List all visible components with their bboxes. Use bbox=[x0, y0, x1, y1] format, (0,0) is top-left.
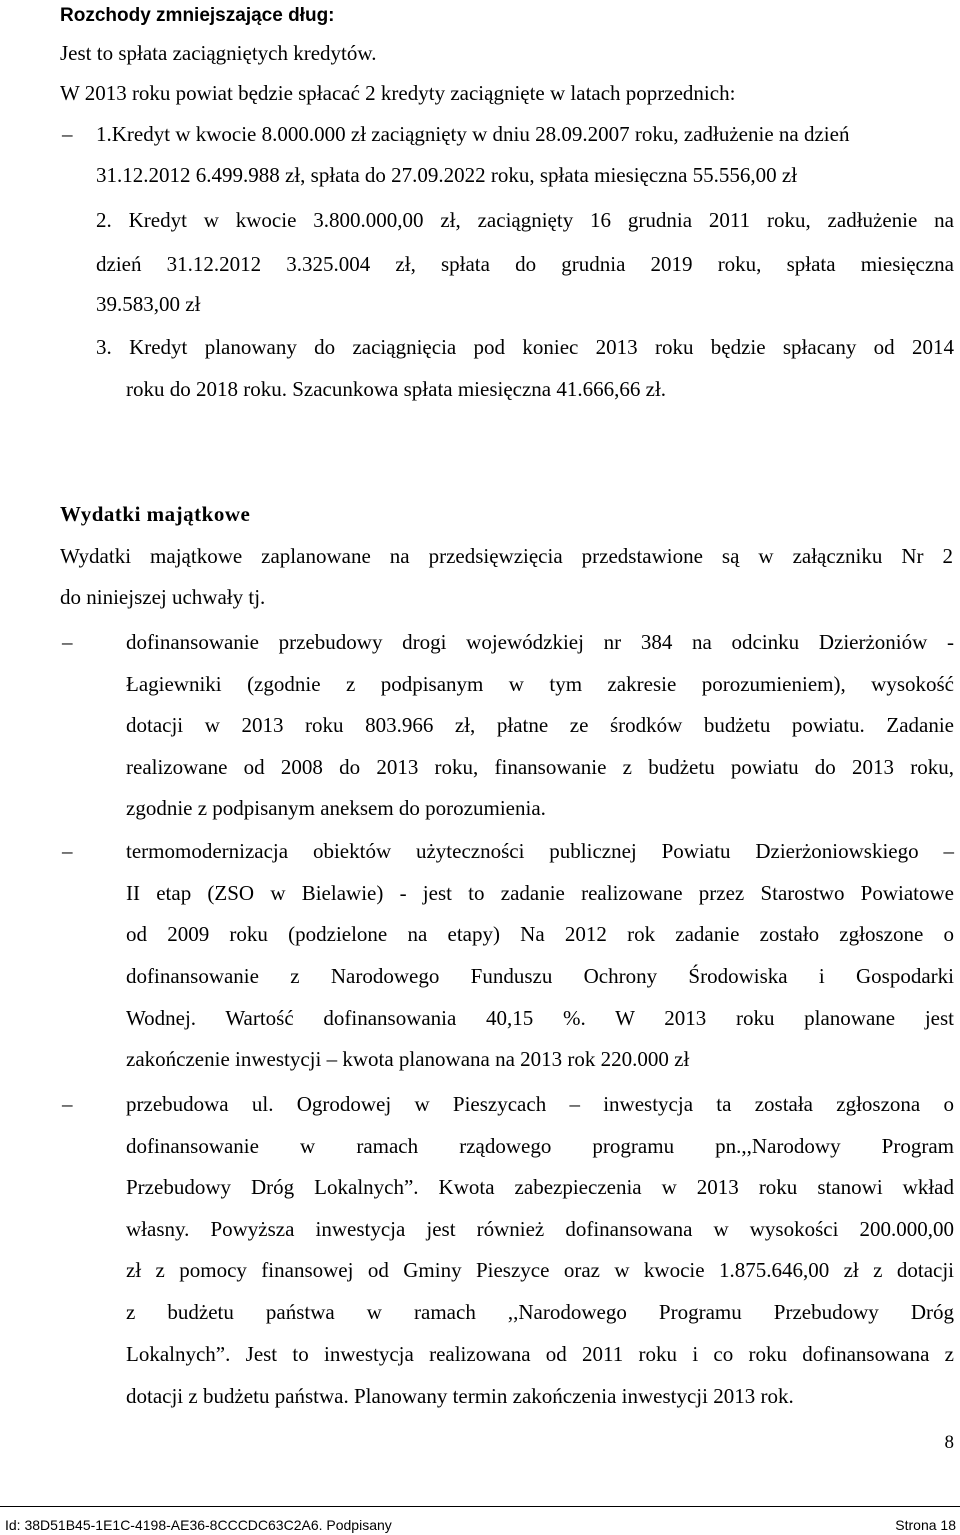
list-dash: – bbox=[62, 1092, 73, 1116]
bullet1-line: zgodnie z podpisanym aneksem do porozumienia. bbox=[126, 796, 546, 820]
bullet1-line: Łagiewniki (zgodnie z podpisanym w tym zakresie porozumieniem), wysokość bbox=[126, 672, 954, 696]
bullet3-line: dofinansowanie w ramach rządowego programu pn.,,Narodowy Program bbox=[126, 1134, 954, 1158]
list-dash: – bbox=[62, 122, 73, 146]
list-dash: – bbox=[62, 839, 73, 863]
heading-wydatki: Wydatki majątkowe bbox=[60, 502, 251, 526]
bullet2-line: termomodernizacja obiektów użyteczności publicznej Powiatu Dzierżoniowskiego – bbox=[126, 839, 954, 863]
bullet3-line: z budżetu państwa w ramach ,,Narodowego Programu Przebudowy Dróg bbox=[126, 1300, 954, 1324]
bullet2-line: II etap (ZSO w Bielawie) - jest to zadanie realizowane przez Starostwo Powiatowe bbox=[126, 881, 954, 905]
bullet2-line: od 2009 roku (podzielone na etapy) Na 2012 rok zadanie zostało zgłoszone o bbox=[126, 922, 954, 946]
heading-rozchody: Rozchody zmniejszające dług: bbox=[60, 5, 335, 26]
page-number: 8 bbox=[944, 1432, 954, 1453]
credit3-line1: 3. Kredyt planowany do zaciągnięcia pod koniec 2013 roku będzie spłacany od 2014 bbox=[96, 335, 954, 359]
footer-id: Id: 38D51B45-1E1C-4198-AE36-8CCCDC63C2A6. Podpisany bbox=[5, 1517, 392, 1533]
footer-rule bbox=[0, 1506, 960, 1507]
footer-page: Strona 18 bbox=[895, 1517, 956, 1533]
bullet3-line: Przebudowy Dróg Lokalnych”. Kwota zabezpieczenia w 2013 roku stanowi wkład bbox=[126, 1175, 954, 1199]
list-dash: – bbox=[62, 630, 73, 654]
bullet3-line: własny. Powyższa inwestycja jest również dofinansowana w wysokości 200.000,00 bbox=[126, 1217, 954, 1241]
bullet3-line: przebudowa ul. Ogrodowej w Pieszycach – inwestycja ta została zgłoszona o bbox=[126, 1092, 954, 1116]
bullet3-line: dotacji z budżetu państwa. Planowany termin zakończenia inwestycji 2013 rok. bbox=[126, 1384, 794, 1408]
bullet3-line: Lokalnych”. Jest to inwestycja realizowana od 2011 roku i co roku dofinansowana z bbox=[126, 1342, 954, 1366]
paragraph-line: Jest to spłata zaciągniętych kredytów. bbox=[60, 41, 377, 65]
bullet2-line: dofinansowanie z Narodowego Funduszu Ochrony Środowiska i Gospodarki bbox=[126, 964, 954, 988]
credit1-line2: 31.12.2012 6.499.988 zł, spłata do 27.09.2022 roku, spłata miesięczna 55.556,00 zł bbox=[96, 163, 798, 187]
bullet3-line: zł z pomocy finansowej od Gminy Pieszyce oraz w kwocie 1.875.646,00 zł z dotacji bbox=[126, 1258, 954, 1282]
credit2-line2: dzień 31.12.2012 3.325.004 zł, spłata do grudnia 2019 roku, spłata miesięczna bbox=[96, 252, 954, 276]
credit3-line2: roku do 2018 roku. Szacunkowa spłata miesięczna 41.666,66 zł. bbox=[126, 377, 667, 401]
paragraph-line: W 2013 roku powiat będzie spłacać 2 kredyty zaciągnięte w latach poprzednich: bbox=[60, 81, 736, 105]
bullet1-line: realizowane od 2008 do 2013 roku, finansowanie z budżetu powiatu do 2013 roku, bbox=[126, 755, 954, 779]
bullet1-line: dofinansowanie przebudowy drogi wojewódzkiej nr 384 na odcinku Dzierżoniów - bbox=[126, 630, 954, 654]
bullet2-line: zakończenie inwestycji – kwota planowana na 2013 rok 220.000 zł bbox=[126, 1047, 690, 1071]
bullet1-line: dotacji w 2013 roku 803.966 zł, płatne ze środków budżetu powiatu. Zadanie bbox=[126, 713, 954, 737]
credit2-line3: 39.583,00 zł bbox=[96, 292, 201, 316]
credit1-line1: 1.Kredyt w kwocie 8.000.000 zł zaciągnięty w dniu 28.09.2007 roku, zadłużenie na dzień bbox=[96, 122, 850, 146]
intro-line1: Wydatki majątkowe zaplanowane na przedsięwzięcia przedstawione są w załączniku Nr 2 bbox=[60, 544, 953, 568]
credit2-line1: 2. Kredyt w kwocie 3.800.000,00 zł, zaciągnięty 16 grudnia 2011 roku, zadłużenie na bbox=[96, 208, 954, 232]
bullet2-line: Wodnej. Wartość dofinansowania 40,15 %. W 2013 roku planowane jest bbox=[126, 1006, 954, 1030]
intro-line2: do niniejszej uchwały tj. bbox=[60, 585, 266, 609]
